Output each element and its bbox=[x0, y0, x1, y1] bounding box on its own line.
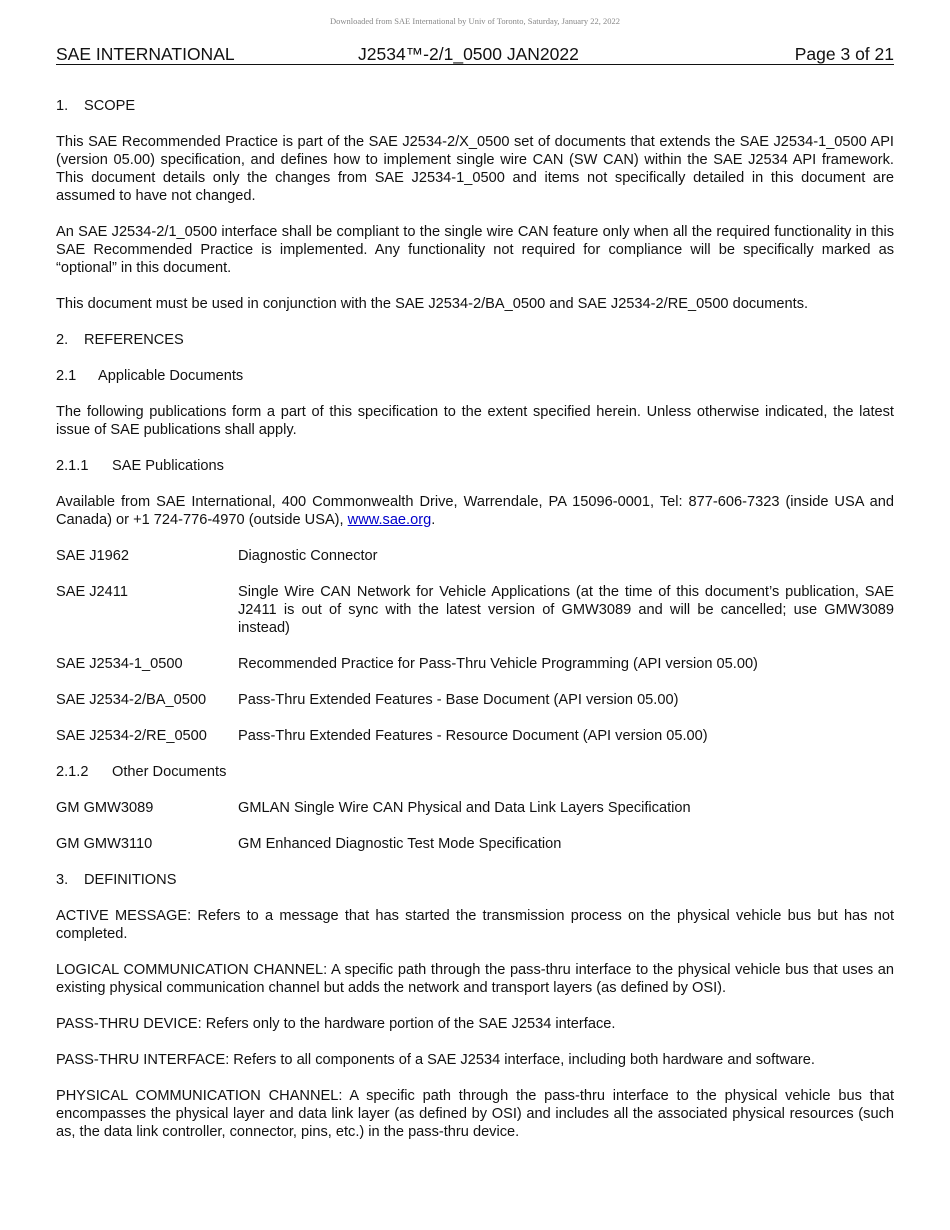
subsection-sae-publications-heading bbox=[56, 457, 894, 475]
availability-paragraph bbox=[56, 493, 894, 529]
section-number: 3. bbox=[56, 872, 69, 888]
definition-paragraph: PHYSICAL COMMUNICATION CHANNEL: A specific path through the pass-thru interface to the physical vehicle bus that encompasses the physical layer and data link layer (as defined by OSI) and includes all the associated physical resources (such as, the data link controller, connector, pins, etc.) in the pass-thru device. bbox=[56, 1088, 894, 1140]
definition-paragraph: ACTIVE MESSAGE: Refers to a message that has started the transmission process on the physical vehicle bus but has not completed. bbox=[56, 908, 894, 942]
section-definitions-heading bbox=[56, 871, 894, 889]
reference-code: SAE J2534-1_0500 bbox=[56, 656, 183, 672]
reference-code: SAE J1962 bbox=[56, 548, 130, 564]
availability-suffix: . bbox=[431, 512, 436, 528]
definition-paragraph: PASS-THRU INTERFACE: Refers to all components of a SAE J2534 interface, including both hardware and software. bbox=[56, 1052, 815, 1068]
reference-code: SAE J2534-2/BA_0500 bbox=[56, 692, 207, 708]
sae-website-link[interactable]: www.sae.org bbox=[347, 512, 432, 528]
subsection-applicable-heading bbox=[56, 367, 894, 385]
section-title: Applicable Documents bbox=[98, 368, 244, 384]
reference-entry bbox=[56, 655, 894, 673]
scope-paragraph: This SAE Recommended Practice is part of the SAE J2534-2/X_0500 set of documents that extends the SAE J2534-1_0500 API (version 05.00) specification, and defines how to implement single wire CAN (SW CAN) within the SAE J2534 API framework. This document details only the changes from SAE J2534-1_0500 and items not specifically detailed in this document are assumed to have not changed. bbox=[56, 134, 894, 204]
reference-description: GM Enhanced Diagnostic Test Mode Specification bbox=[238, 836, 562, 852]
section-number: 2.1.2 bbox=[56, 764, 89, 780]
applicable-paragraph: The following publications form a part of this specification to the extent specified herein. Unless otherwise indicated, the latest issue of SAE publications shall apply. bbox=[56, 404, 894, 438]
reference-description: Single Wire CAN Network for Vehicle Applications (at the time of this document’s publication, SAE J2411 is out of sync with the latest version of GMW3089 and will be cancelled; use GMW3089 instead) bbox=[238, 584, 894, 636]
section-title: SAE Publications bbox=[112, 458, 224, 474]
reference-entry bbox=[56, 799, 894, 817]
document-body bbox=[56, 97, 894, 1141]
page-header bbox=[56, 44, 894, 65]
definition-paragraph: PASS-THRU DEVICE: Refers only to the hardware portion of the SAE J2534 interface. bbox=[56, 1016, 616, 1032]
reference-description: GMLAN Single Wire CAN Physical and Data Link Layers Specification bbox=[238, 800, 691, 816]
section-number: 2.1 bbox=[56, 368, 77, 384]
reference-code: GM GMW3089 bbox=[56, 800, 154, 816]
section-title: SCOPE bbox=[84, 98, 136, 114]
section-title: DEFINITIONS bbox=[84, 872, 177, 888]
section-number: 2.1.1 bbox=[56, 458, 89, 474]
section-title: REFERENCES bbox=[84, 332, 184, 348]
reference-description: Diagnostic Connector bbox=[238, 548, 378, 564]
section-scope-heading bbox=[56, 97, 894, 115]
section-number: 2. bbox=[56, 332, 69, 348]
header-publisher: SAE INTERNATIONAL bbox=[56, 44, 235, 64]
definition-paragraph: LOGICAL COMMUNICATION CHANNEL: A specific path through the pass-thru interface to the physical vehicle bus that uses an existing physical communication channel but adds the network and transport layers (as defined by OSI). bbox=[56, 962, 894, 996]
section-title: Other Documents bbox=[112, 764, 227, 780]
scope-paragraph: This document must be used in conjunction with the SAE J2534-2/BA_0500 and SAE J2534-2/RE_0500 documents. bbox=[56, 296, 809, 312]
availability-text: Available from SAE International, 400 Commonwealth Drive, Warrendale, PA 15096-0001, Tel: 877-606-7323 (inside USA and Canada) or +1 724-776-4970 (outside USA), bbox=[56, 494, 894, 528]
subsection-other-documents-heading bbox=[56, 763, 894, 781]
section-number: 1. bbox=[56, 98, 69, 114]
reference-entry bbox=[56, 727, 894, 745]
reference-code: SAE J2534-2/RE_0500 bbox=[56, 728, 207, 744]
reference-code: SAE J2411 bbox=[56, 584, 128, 600]
reference-entry bbox=[56, 691, 894, 709]
download-watermark: Downloaded from SAE International by Univ of Toronto, Saturday, January 22, 2022 bbox=[329, 16, 620, 26]
reference-entry bbox=[56, 835, 894, 853]
reference-code: GM GMW3110 bbox=[56, 836, 153, 852]
reference-entry bbox=[56, 547, 894, 565]
header-document-id: J2534™-2/1_0500 JAN2022 bbox=[358, 44, 579, 64]
reference-description: Pass-Thru Extended Features - Resource Document (API version 05.00) bbox=[238, 728, 708, 744]
scope-paragraph: An SAE J2534-2/1_0500 interface shall be compliant to the single wire CAN feature only when all the required functionality in this SAE Recommended Practice is implemented. Any functionality not required for compliance will be specifically marked as “optional” in this document. bbox=[56, 224, 894, 276]
reference-entry bbox=[56, 583, 894, 637]
header-page-number: Page 3 of 21 bbox=[794, 44, 894, 64]
reference-description: Recommended Practice for Pass-Thru Vehicle Programming (API version 05.00) bbox=[238, 656, 758, 672]
reference-description: Pass-Thru Extended Features - Base Document (API version 05.00) bbox=[238, 692, 679, 708]
section-references-heading bbox=[56, 331, 894, 349]
